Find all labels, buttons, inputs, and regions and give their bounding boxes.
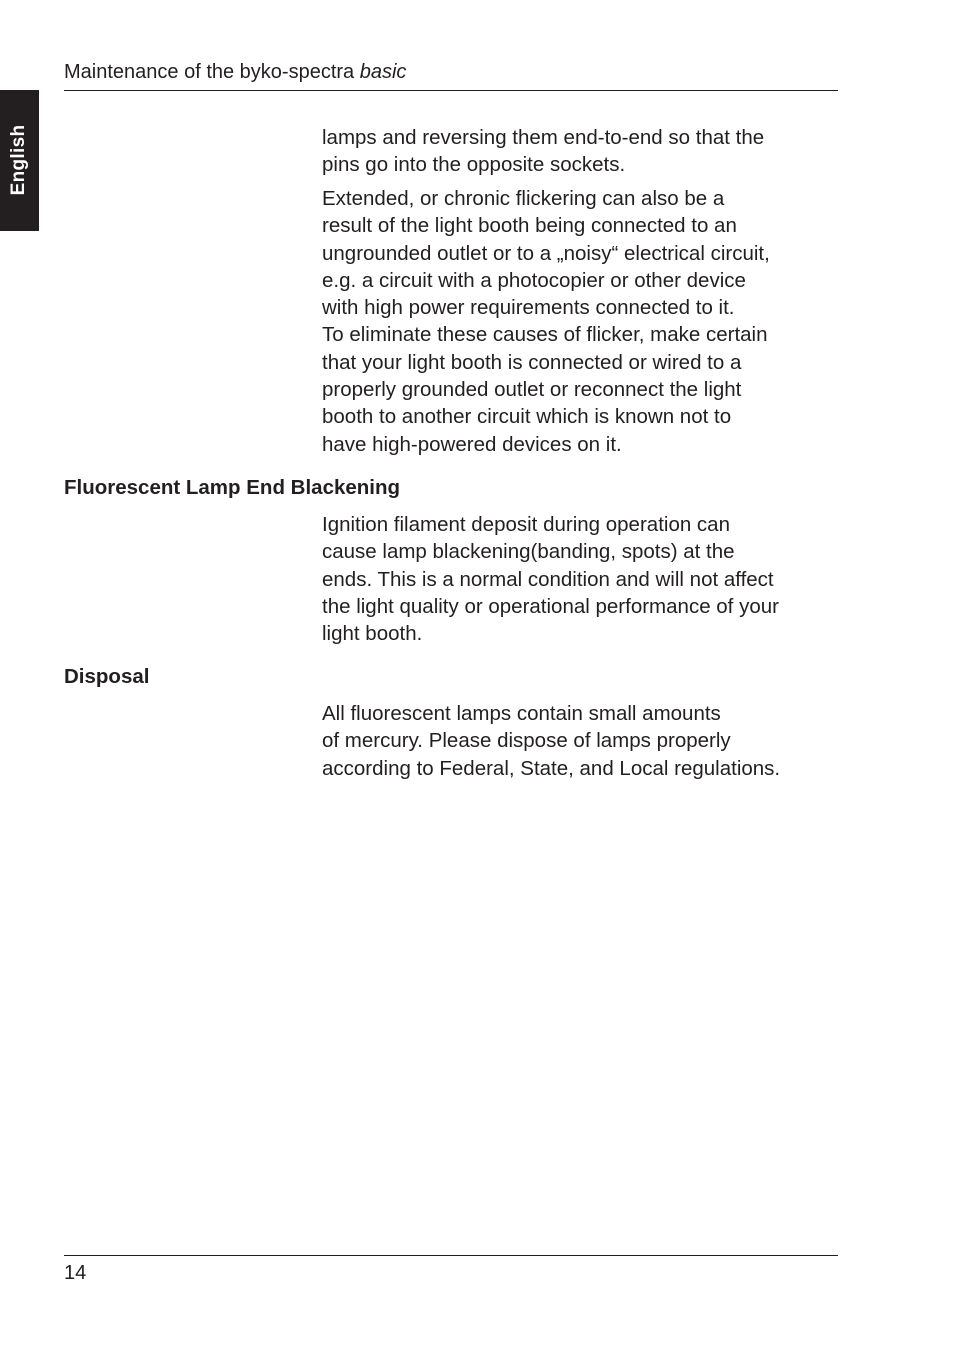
paragraph-lamp-reversal	[322, 124, 842, 179]
text-line: lamps and reversing them end-to-end so that the	[322, 126, 765, 149]
text-line: result of the light booth being connected to an	[322, 214, 737, 238]
header-rule	[64, 90, 838, 91]
text-line: pins go into the opposite sockets.	[322, 153, 626, 177]
text-line: light booth.	[322, 622, 423, 646]
text-line: that your light booth is connected or wired to a	[322, 350, 742, 374]
footer-rule	[64, 1255, 838, 1256]
text-line: ends. This is a normal condition and will not affect	[322, 567, 774, 591]
text-line: Ignition filament deposit during operation can	[322, 513, 730, 536]
paragraph-disposal	[322, 700, 842, 782]
paragraph-flickering	[322, 185, 842, 458]
text-line: booth to another circuit which is known not to	[322, 405, 732, 429]
running-header	[64, 60, 838, 84]
text-line: have high-powered devices on it.	[322, 432, 622, 456]
text-line: All fluorescent lamps contain small amounts	[322, 702, 721, 725]
text-line: of mercury. Please dispose of lamps properly	[322, 729, 731, 753]
header-title: Maintenance of the byko-spectra	[64, 61, 360, 83]
header-title-italic: basic	[359, 61, 407, 83]
text-line: To eliminate these causes of flicker, make certain	[322, 323, 768, 347]
text-line: with high power requirements connected to it.	[322, 296, 735, 320]
text-line: properly grounded outlet or reconnect the light	[322, 378, 742, 402]
text-line: according to Federal, State, and Local regulations.	[322, 756, 781, 780]
heading-lamp-end-blackening: Fluorescent Lamp End Blackening	[64, 476, 401, 499]
paragraph-blackening	[322, 511, 842, 647]
language-tab-label: English	[8, 124, 29, 196]
heading-disposal: Disposal	[64, 665, 150, 688]
text-line: e.g. a circuit with a photocopier or other device	[322, 268, 746, 292]
page-number: 14	[64, 1262, 87, 1284]
text-line: the light quality or operational performance of your	[322, 594, 779, 618]
text-line: cause lamp blackening(banding, spots) at the	[322, 540, 735, 564]
text-line: ungrounded outlet or to a „noisy“ electrical circuit,	[322, 241, 770, 265]
text-line: Extended, or chronic flickering can also be a	[322, 187, 725, 210]
